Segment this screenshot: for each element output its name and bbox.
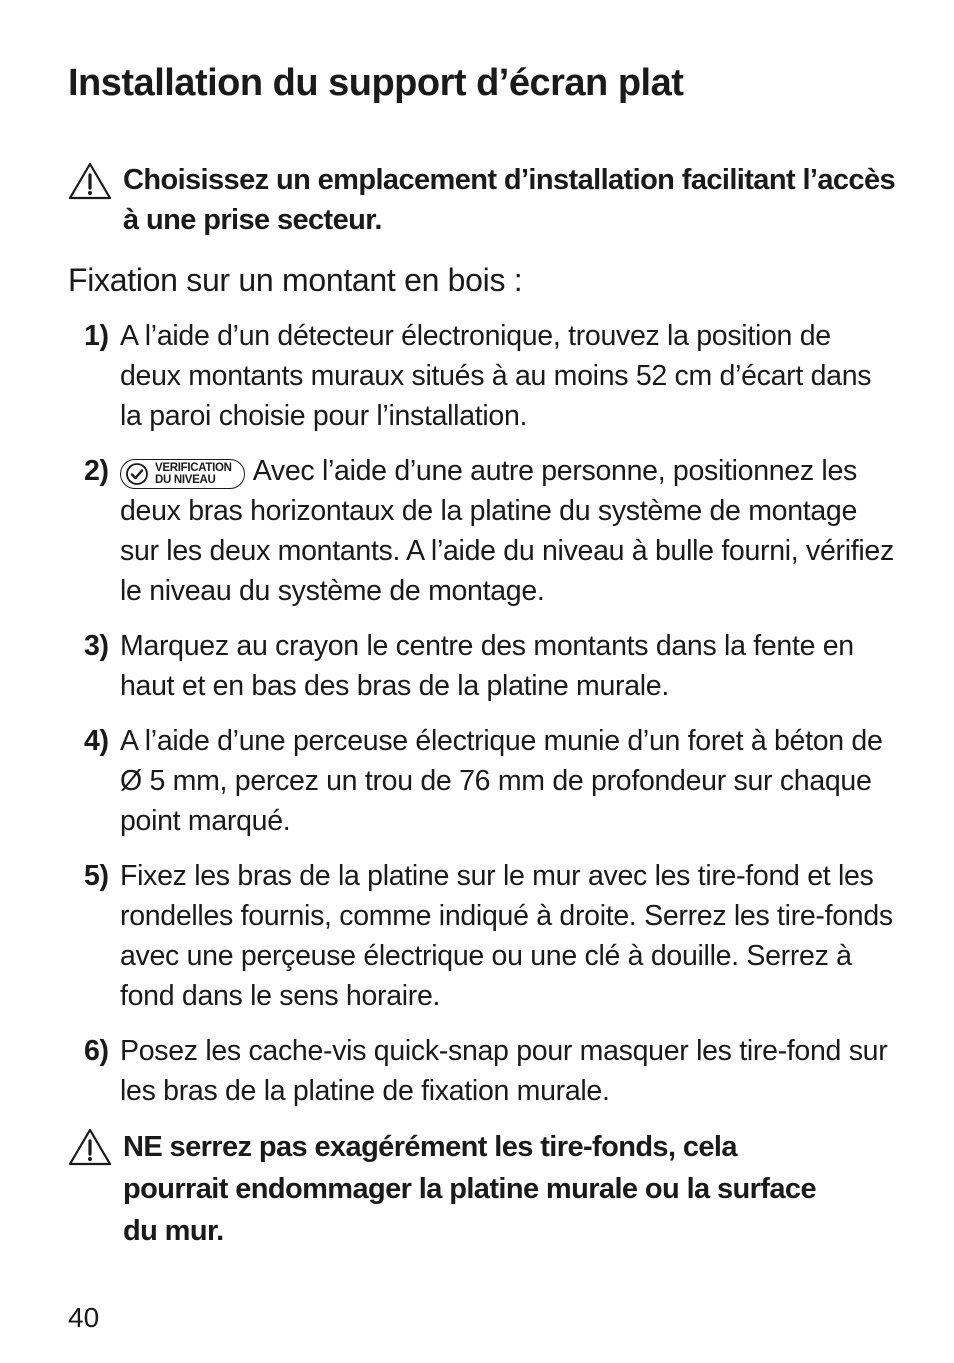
step-number: 4) [84, 725, 109, 757]
check-circle-icon [125, 462, 149, 486]
step-number: 5) [84, 860, 109, 892]
step-1 [84, 316, 894, 436]
step-2 [84, 451, 894, 611]
step-6 [84, 1031, 894, 1111]
step-number: 1) [84, 320, 109, 352]
warning-text: Choisissez un emplacement d’installation facilitant l’accès à une prise secteur. [123, 164, 896, 236]
step-text: Posez les cache-vis quick-snap pour masquer les tire-fond sur les bras de la platine de fixation murale. [120, 1035, 888, 1107]
step-text: A l’aide d’une perceuse électrique munie d’un foret à béton de Ø 5 mm, percez un trou de 76 mm de profondeur sur chaque point marqué. [120, 725, 883, 837]
badge-line-2: DU NIVEAU [155, 474, 216, 486]
level-check-badge [120, 459, 245, 489]
step-number: 3) [84, 630, 109, 662]
step-number: 6) [84, 1035, 109, 1067]
steps-list [84, 316, 894, 1126]
step-text: Marquez au crayon le centre des montants dans la fente en haut et en bas des bras de la platine murale. [120, 630, 854, 702]
section-subtitle: Fixation sur un montant en bois : [68, 262, 523, 298]
step-body [120, 451, 894, 611]
step-5 [84, 856, 894, 1016]
warning-icon [68, 162, 112, 200]
step-4 [84, 721, 894, 841]
warning-notice-outlet [68, 160, 898, 240]
warning-icon [68, 1128, 112, 1166]
step-text: Fixez les bras de la platine sur le mur avec les tire-fond et les rondelles fournis, comme indiqué à droite. Serrez les tire-fonds avec une perçeuse électrique ou une clé à douille. Serrez à fond dans le sens horaire. [120, 860, 893, 1012]
warning-notice-overtighten [68, 1126, 828, 1252]
warning-text: NE serrez pas exagérément les tire-fonds, cela pourrait endommager la platine murale ou la surface du mur. [123, 1131, 816, 1247]
step-text: Avec l’aide d’une autre personne, positionnez les deux bras horizontaux de la platine du système de montage sur les deux montants. A l’aide du niveau à bulle fourni, vérifiez le niveau du système de montage. [120, 455, 894, 607]
step-text: A l’aide d’un détecteur électronique, trouvez la position de deux montants muraux situés à au moins 52 cm d’écart dans la paroi choisie pour l’installation. [120, 320, 872, 432]
step-number: 2) [84, 455, 109, 487]
badge-line-1: VERIFICATION [155, 462, 232, 474]
page-number: 40 [68, 1302, 100, 1333]
page-title: Installation du support d’écran plat [68, 62, 684, 104]
step-3 [84, 626, 894, 706]
